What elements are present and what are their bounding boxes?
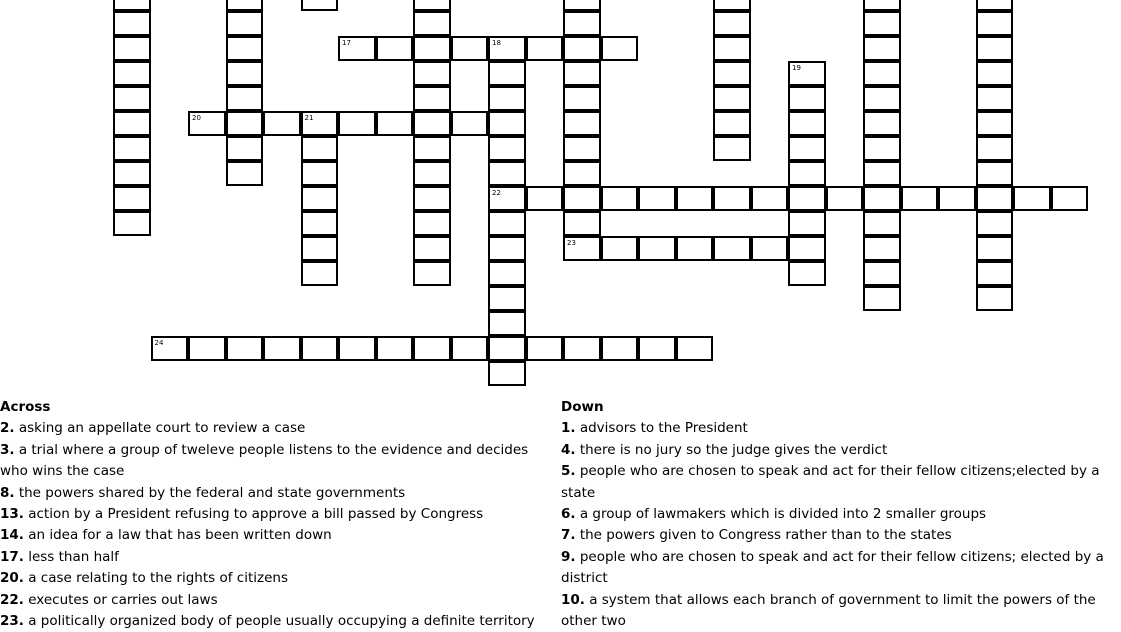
grid-cell[interactable]	[226, 111, 264, 136]
grid-cell[interactable]	[601, 236, 639, 261]
grid-cell[interactable]	[788, 161, 826, 186]
grid-cell[interactable]	[451, 111, 489, 136]
grid-cell[interactable]	[788, 211, 826, 236]
grid-cell[interactable]	[601, 186, 639, 211]
grid-cell[interactable]	[563, 161, 601, 186]
grid-cell[interactable]	[413, 0, 451, 11]
grid-cell[interactable]	[188, 111, 226, 136]
grid-cell[interactable]	[488, 236, 526, 261]
grid-cell[interactable]	[713, 136, 751, 161]
grid-cell[interactable]	[376, 36, 414, 61]
grid-cell[interactable]	[413, 161, 451, 186]
grid-cell[interactable]	[563, 61, 601, 86]
grid-cell[interactable]	[638, 336, 676, 361]
grid-cell[interactable]	[563, 236, 601, 261]
clue-across-20: 20. a case relating to the rights of citizens	[0, 570, 288, 587]
grid-cell[interactable]	[713, 0, 751, 11]
grid-cell[interactable]	[938, 186, 976, 211]
clue-across-14: 14. an idea for a law that has been written down	[0, 527, 332, 544]
grid-cell[interactable]	[526, 186, 564, 211]
grid-cell[interactable]	[488, 36, 526, 61]
grid-cell[interactable]	[488, 161, 526, 186]
grid-cell[interactable]	[863, 261, 901, 286]
down-clues	[561, 397, 1111, 632]
grid-cell[interactable]	[263, 111, 301, 136]
grid-cell[interactable]	[113, 0, 151, 11]
clue-across-17: 17. less than half	[0, 548, 119, 565]
grid-cell[interactable]	[451, 36, 489, 61]
grid-cell[interactable]	[301, 0, 339, 11]
grid-cell[interactable]	[301, 211, 339, 236]
down-heading: Down	[561, 399, 604, 415]
grid-cell[interactable]	[226, 136, 264, 161]
grid-cell[interactable]	[601, 36, 639, 61]
clue-number: 17	[342, 39, 351, 47]
grid-cell[interactable]	[788, 136, 826, 161]
grid-cell[interactable]	[413, 211, 451, 236]
grid-cell[interactable]	[713, 236, 751, 261]
grid-cell[interactable]	[976, 111, 1014, 136]
grid-cell[interactable]	[863, 161, 901, 186]
grid-cell[interactable]	[413, 111, 451, 136]
grid-cell[interactable]	[863, 11, 901, 36]
grid-cell[interactable]	[338, 336, 376, 361]
grid-cell[interactable]	[113, 36, 151, 61]
grid-cell[interactable]	[976, 36, 1014, 61]
grid-cell[interactable]	[526, 336, 564, 361]
grid-cell[interactable]	[863, 236, 901, 261]
grid-cell[interactable]	[563, 11, 601, 36]
grid-cell[interactable]	[863, 61, 901, 86]
clue-across-8: 8. the powers shared by the federal and state governments	[0, 484, 406, 501]
clue-number: 21	[304, 114, 314, 122]
grid-cell[interactable]	[226, 61, 264, 86]
grid-cell[interactable]	[226, 336, 264, 361]
grid-cell[interactable]	[638, 236, 676, 261]
clue-across-13: 13. action by a President refusing to approve a bill passed by Congress	[0, 506, 484, 523]
clue-down-6: 6. a group of lawmakers which is divided into 2 smaller groups	[561, 506, 987, 523]
grid-cell[interactable]	[563, 211, 601, 236]
grid-cell[interactable]	[488, 211, 526, 236]
grid-cell[interactable]	[338, 111, 376, 136]
grid-cell[interactable]	[226, 86, 264, 111]
clue-across-2: 2. asking an appellate court to review a case	[0, 420, 306, 437]
grid-cell[interactable]	[976, 236, 1014, 261]
grid-cell[interactable]	[863, 86, 901, 111]
grid-cell[interactable]	[863, 111, 901, 136]
grid-cell[interactable]	[188, 336, 226, 361]
grid-cell[interactable]	[488, 311, 526, 336]
grid-cell[interactable]	[563, 111, 601, 136]
clue-number: 20	[192, 114, 201, 122]
clue-down-7: 7. the powers given to Congress rather than to the states	[561, 527, 952, 544]
across-clues	[0, 397, 560, 632]
grid-cell[interactable]	[788, 86, 826, 111]
grid-cell[interactable]	[113, 61, 151, 86]
grid-cell[interactable]	[301, 111, 339, 136]
grid-cell[interactable]	[863, 136, 901, 161]
clue-across-3: 3. a trial where a group of tweleve people listens to the evidence and decides who wins the case	[0, 441, 529, 480]
clue-number: 22	[492, 189, 501, 197]
grid-cell[interactable]	[863, 36, 901, 61]
grid-cell[interactable]	[713, 111, 751, 136]
across-clue-list	[0, 418, 560, 632]
grid-cell[interactable]	[376, 336, 414, 361]
grid-cell[interactable]	[601, 336, 639, 361]
grid-cell[interactable]	[713, 86, 751, 111]
grid-cell[interactable]	[413, 261, 451, 286]
grid-cell[interactable]	[976, 136, 1014, 161]
grid-cell[interactable]	[563, 36, 601, 61]
grid-cell[interactable]	[863, 286, 901, 311]
grid-cell[interactable]	[226, 0, 264, 11]
clue-number: 23	[567, 239, 576, 247]
clue-across-23: 23. a politically organized body of people usually occupying a definite territory	[0, 613, 535, 630]
grid-cell[interactable]	[301, 186, 339, 211]
grid-cell[interactable]	[413, 86, 451, 111]
grid-cell[interactable]	[488, 61, 526, 86]
down-clue-list	[561, 418, 1111, 632]
clue-down-10: 10. a system that allows each branch of government to limit the powers of the other two	[561, 591, 1096, 630]
grid-cell[interactable]	[788, 61, 826, 86]
grid-cell[interactable]	[788, 236, 826, 261]
grid-cell[interactable]	[751, 236, 789, 261]
grid-cell[interactable]	[788, 111, 826, 136]
grid-cell[interactable]	[713, 61, 751, 86]
grid-cell[interactable]	[976, 11, 1014, 36]
grid-cell[interactable]	[563, 336, 601, 361]
grid-cell[interactable]	[488, 286, 526, 311]
grid-cell[interactable]	[1051, 186, 1089, 211]
grid-cell[interactable]	[413, 11, 451, 36]
grid-cell[interactable]	[751, 186, 789, 211]
grid-cell[interactable]	[413, 186, 451, 211]
grid-cell[interactable]	[863, 0, 901, 11]
grid-cell[interactable]	[526, 36, 564, 61]
grid-cell[interactable]	[826, 186, 864, 211]
grid-cell[interactable]	[151, 336, 189, 361]
grid-cell[interactable]	[976, 286, 1014, 311]
grid-cell[interactable]	[863, 186, 901, 211]
grid-cell[interactable]	[113, 86, 151, 111]
grid-cell[interactable]	[301, 136, 339, 161]
grid-cell[interactable]	[1013, 186, 1051, 211]
grid-cell[interactable]	[638, 186, 676, 211]
clue-down-5: 5. people who are chosen to speak and act for their fellow citizens;elected by a state	[561, 463, 1100, 501]
grid-cell[interactable]	[976, 161, 1014, 186]
grid-cell[interactable]	[113, 11, 151, 36]
grid-cell[interactable]	[713, 186, 751, 211]
grid-cell[interactable]	[113, 161, 151, 186]
grid-cell[interactable]	[488, 186, 526, 211]
grid-cell[interactable]	[976, 86, 1014, 111]
grid-cell[interactable]	[863, 211, 901, 236]
grid-cell[interactable]	[976, 211, 1014, 236]
grid-cell[interactable]	[713, 11, 751, 36]
grid-cell[interactable]	[301, 261, 339, 286]
grid-cell[interactable]	[488, 136, 526, 161]
grid-cell[interactable]	[976, 261, 1014, 286]
grid-cell[interactable]	[113, 186, 151, 211]
grid-cell[interactable]	[263, 336, 301, 361]
grid-cell[interactable]	[451, 336, 489, 361]
grid-cell[interactable]	[563, 186, 601, 211]
grid-cell[interactable]	[563, 86, 601, 111]
grid-cell[interactable]	[113, 136, 151, 161]
grid-cell[interactable]	[976, 0, 1014, 11]
grid-cell[interactable]	[301, 236, 339, 261]
grid-cell[interactable]	[788, 186, 826, 211]
clue-number: 18	[492, 39, 501, 47]
across-heading: Across	[0, 399, 51, 415]
grid-cell[interactable]	[976, 186, 1014, 211]
grid-cell[interactable]	[413, 336, 451, 361]
clue-down-4: 4. there is no jury so the judge gives the verdict	[561, 441, 888, 458]
grid-cell[interactable]	[901, 186, 939, 211]
grid-cell[interactable]	[676, 186, 714, 211]
grid-cell[interactable]	[413, 236, 451, 261]
clue-down-9: 9. people who are chosen to speak and act for their fellow citizens; elected by a district	[561, 548, 1104, 587]
grid-cell[interactable]	[226, 161, 264, 186]
grid-cell[interactable]	[301, 336, 339, 361]
grid-cell[interactable]	[488, 111, 526, 136]
grid-cell[interactable]	[376, 111, 414, 136]
grid-cell[interactable]	[488, 261, 526, 286]
grid-cell[interactable]	[113, 211, 151, 236]
grid-cell[interactable]	[301, 161, 339, 186]
grid-cell[interactable]	[788, 261, 826, 286]
grid-cell[interactable]	[488, 361, 526, 386]
clue-down-1: 1. advisors to the President	[561, 420, 748, 437]
grid-cell[interactable]	[413, 136, 451, 161]
clue-number: 24	[154, 339, 164, 347]
grid-cell[interactable]	[976, 61, 1014, 86]
grid-cell[interactable]	[113, 111, 151, 136]
grid-cell[interactable]	[563, 136, 601, 161]
grid-cell[interactable]	[676, 236, 714, 261]
grid-cell[interactable]	[413, 61, 451, 86]
grid-cell[interactable]	[563, 0, 601, 11]
grid-cell[interactable]	[413, 36, 451, 61]
grid-cell[interactable]	[226, 36, 264, 61]
grid-cell[interactable]	[713, 36, 751, 61]
grid-cell[interactable]	[338, 36, 376, 61]
grid-cell[interactable]	[488, 336, 526, 361]
clue-across-22: 22. executes or carries out laws	[0, 591, 218, 608]
grid-cell[interactable]	[676, 336, 714, 361]
clue-number: 19	[792, 64, 801, 72]
grid-cell[interactable]	[226, 11, 264, 36]
grid-cell[interactable]	[488, 86, 526, 111]
